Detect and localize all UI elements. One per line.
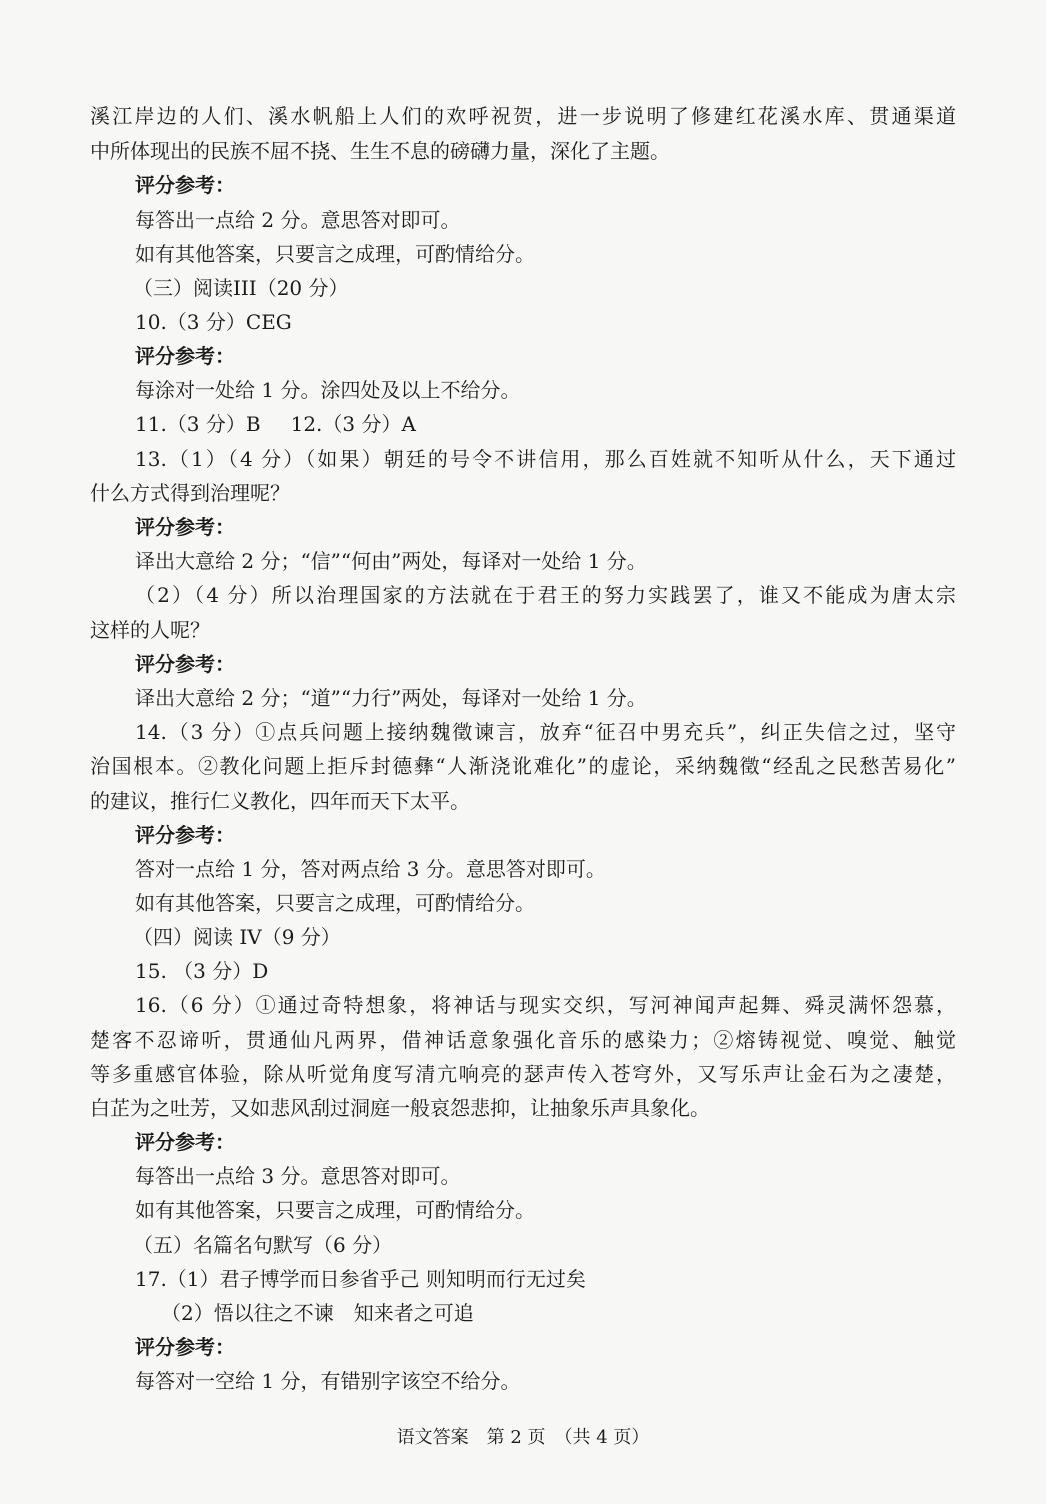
answer-line: （2）悟以往之不谏 知来者之可追 (161, 1301, 474, 1325)
section-heading: （五）名篇名句默写（6 分） (133, 1233, 393, 1257)
text-line: 译出大意给 2 分；“道”“力行”两处，每译对一处给 1 分。 (135, 686, 647, 710)
answer-11: 11.（3 分）B (135, 412, 261, 436)
text-line: 译出大意给 2 分；“信”“何由”两处，每译对一处给 1 分。 (135, 549, 647, 573)
answer-line (135, 411, 416, 437)
text-line: 答对一点给 1 分，答对两点给 3 分。意思答对即可。 (135, 857, 606, 881)
grading-label: 评分参考： (135, 652, 235, 676)
answer-12: 12.（3 分）A (290, 412, 416, 436)
text-line: 每答出一点给 3 分。意思答对即可。 (135, 1164, 461, 1188)
text-line: 如有其他答案，只要言之成理，可酌情给分。 (135, 891, 535, 915)
grading-label: 评分参考： (135, 1130, 235, 1154)
grading-label: 评分参考： (135, 173, 235, 197)
answer-line: 16.（6 分）①通过奇特想象，将神话与现实交织，写河神闻声起舞、舜灵满怀怨慕， (135, 993, 956, 1017)
text-line: 每涂对一处给 1 分。涂四处及以上不给分。 (135, 378, 521, 402)
grading-label: 评分参考： (135, 344, 235, 368)
text-line: 溪江岸边的人们、溪水帆船上人们的欢呼祝贺，进一步说明了修建红花溪水库、贯通渠道 (90, 104, 956, 128)
text-line: 等多重感官体验，除从听觉角度写清亢响亮的瑟声传入苍穹外，又写乐声让金石为之凄楚， (90, 1062, 956, 1086)
answer-line: 14.（3 分）①点兵问题上接纳魏徵谏言，放弃“征召中男充兵”，纠正失信之过，坚守 (135, 720, 956, 744)
text-line: 每答对一空给 1 分，有错别字该空不给分。 (135, 1369, 521, 1393)
text-line: 如有其他答案，只要言之成理，可酌情给分。 (135, 242, 535, 266)
answer-line: 17.（1）君子博学而日参省乎己 则知明而行无过矣 (135, 1267, 586, 1291)
text-line: 白芷为之吐芳，又如悲风刮过洞庭一般哀怨悲抑，让抽象乐声具象化。 (90, 1096, 710, 1120)
text-line: 治国根本。②教化问题上拒斥封德彝“人渐浇讹难化”的虚论，采纳魏徵“经乱之民愁苦易化” (90, 754, 956, 778)
page-footer: 语文答案 第 2 页 （共 4 页） (396, 1427, 650, 1448)
section-heading: （三）阅读III（20 分） (133, 276, 349, 300)
text-line: 如有其他答案，只要言之成理，可酌情给分。 (135, 1198, 535, 1222)
text-line: 楚客不忍谛听，贯通仙凡两界，借神话意象强化音乐的感染力；②熔铸视觉、嗅觉、触觉 (90, 1028, 956, 1052)
text-line: 什么方式得到治理呢？ (90, 481, 290, 505)
answer-line: （2）（4 分）所以治理国家的方法就在于君王的努力实践罢了，谁又不能成为唐太宗 (135, 583, 956, 607)
text-line: 的建议，推行仁义教化，四年而天下太平。 (90, 789, 470, 813)
text-line: 这样的人呢？ (90, 618, 210, 642)
grading-label: 评分参考： (135, 1335, 235, 1359)
section-heading: （四）阅读 IV（9 分） (133, 925, 341, 949)
answer-line: 10.（3 分）CEG (135, 310, 292, 334)
grading-label: 评分参考： (135, 515, 235, 539)
answer-line: 13.（1）（4 分）（如果）朝廷的号令不讲信用，那么百姓就不知听从什么，天下通过 (135, 447, 956, 471)
text-line: 每答出一点给 2 分。意思答对即可。 (135, 208, 461, 232)
text-line: 中所体现出的民族不屈不挠、生生不息的磅礴力量，深化了主题。 (90, 139, 670, 163)
grading-label: 评分参考： (135, 823, 235, 847)
answer-line: 15. （3 分）D (135, 959, 269, 983)
